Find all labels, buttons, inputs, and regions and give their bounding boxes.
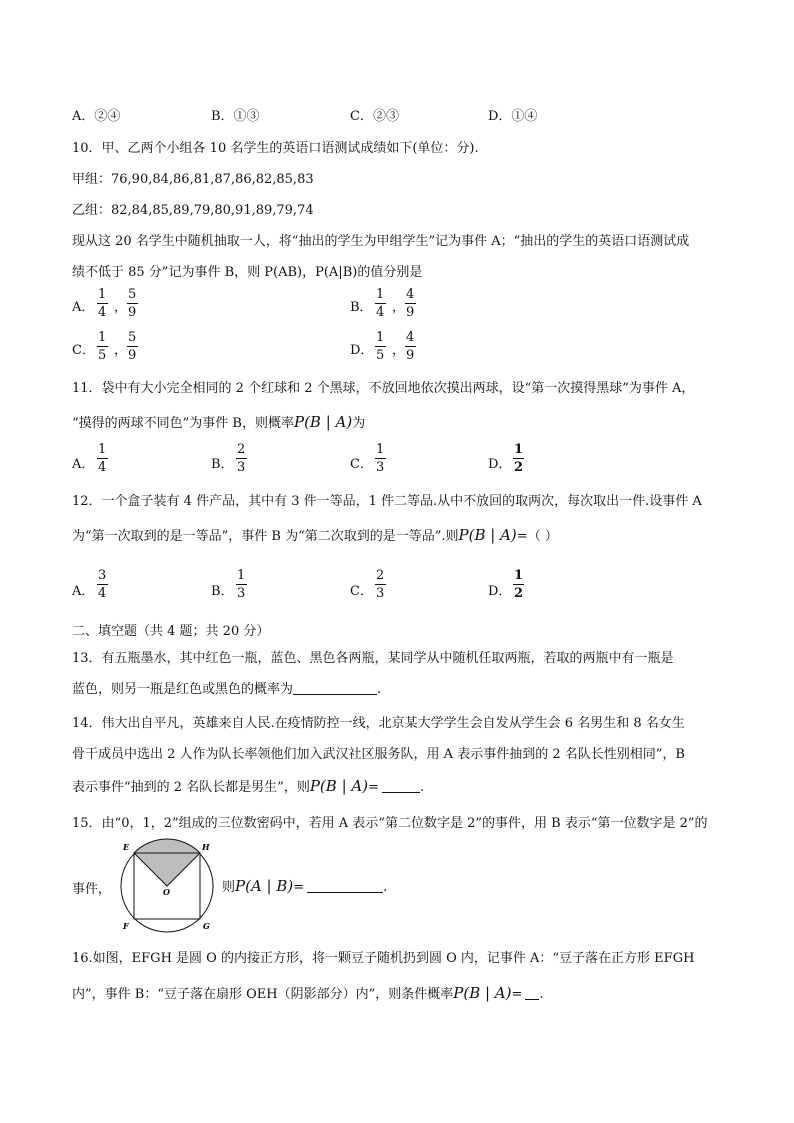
denominator: 9 (128, 348, 137, 363)
denominator: 4 (376, 305, 385, 320)
denominator: 3 (237, 460, 246, 475)
comma: ， (392, 300, 406, 315)
q11-line2-text: “摸得的两球不同色”为事件 B，则概率 (72, 416, 294, 431)
q14-line3-text: 表示事件“抽到的 2 名队长都是男生”，则 (72, 780, 310, 795)
label-e: E (123, 842, 130, 852)
numerator: 5 (128, 287, 137, 302)
q13-answer-blank[interactable] (293, 681, 377, 695)
q9-option-d: D．①④ (488, 109, 538, 124)
q10-option-a-frac1 (96, 287, 108, 320)
q12-line2-end: =（ ） (516, 529, 558, 544)
q11-option-a-frac (96, 442, 108, 475)
denominator: 3 (237, 586, 246, 601)
period: . (539, 987, 544, 1002)
equals: = (511, 987, 523, 1002)
denominator: 2 (514, 460, 524, 475)
q13-line1: 13．有五瓶墨水，其中红色一瓶，蓝色、黑色各两瓶，某同学从中随机任取两瓶，若取的两瓶中有一瓶是 (72, 651, 674, 666)
q9-option-c: C．②③ (350, 109, 399, 124)
q11-line2-end: 为 (352, 416, 366, 431)
q10-group-b: 乙组：82,84,85,89,79,80,91,89,79,74 (72, 203, 314, 218)
q9-option-a: A．②④ (72, 109, 121, 124)
numerator: 4 (406, 287, 415, 302)
q16-line2-text: 内”，事件 B：“豆子落在扇形 OEH（阴影部分）内”，则条件概率 (72, 987, 454, 1002)
q10-group-a: 甲组：76,90,84,86,81,87,86,82,85,83 (72, 172, 314, 187)
q12-option-d-frac (512, 568, 525, 601)
q10-option-a-label: A． (72, 300, 95, 315)
q12-option-c-frac (374, 568, 386, 601)
q15-then: 则 (222, 880, 236, 895)
q14-line2: 骨干成员中选出 2 人作为队长率领他们加入武汉社区服务队，用 A 表示事件抽到的 2 名队长性别相同”，B (72, 747, 685, 762)
numerator: 1 (376, 442, 385, 457)
numerator: 1 (98, 287, 107, 302)
numerator: 1 (376, 287, 385, 302)
period: . (383, 880, 388, 895)
q11-expression: P(B | A) (293, 413, 353, 431)
numerator: 1 (237, 568, 246, 583)
denominator: 2 (514, 586, 524, 601)
label-g: G (203, 921, 210, 931)
q15-answer-blank[interactable] (307, 879, 383, 893)
q14-answer-blank[interactable] (382, 779, 420, 793)
denominator: 9 (128, 305, 137, 320)
q10-option-d-frac1 (374, 330, 386, 363)
comma: ， (392, 343, 406, 358)
denominator: 3 (376, 460, 385, 475)
q10-option-c-frac2 (126, 330, 138, 363)
q10-option-b-frac1 (374, 287, 386, 320)
q11-option-d-label: D． (488, 457, 512, 472)
q10-line2: 绩不低于 85 分”记为事件 B，则 P(AB)，P(A|B)的值分别是 (72, 265, 423, 280)
q13-line2 (72, 678, 381, 697)
q15-line2-pre: 事件， (72, 882, 112, 897)
equals: = (293, 880, 305, 895)
denominator: 4 (98, 305, 107, 320)
q13-line2-text: 蓝色，则另一瓶是红色或黑色的概率为 (72, 682, 294, 697)
period: . (377, 682, 382, 697)
q12-option-d-label: D． (488, 584, 512, 599)
q12-line2-text: 为“第一次取到的是一等品”，事件 B 为“第二次取到的是一等品”.则 (72, 529, 459, 544)
label-h: H (202, 842, 210, 852)
circle-square-figure (112, 836, 222, 936)
q16-line2 (72, 983, 544, 1002)
q15-line2 (222, 876, 387, 895)
q11-option-c-label: C． (350, 457, 373, 472)
shaded-sector-oeh (134, 839, 200, 886)
q14-expression: P(B | A) (309, 777, 369, 795)
numerator: 3 (98, 568, 107, 583)
numerator: 1 (514, 442, 524, 457)
q11-option-b-frac (235, 442, 247, 475)
numerator: 1 (98, 442, 107, 457)
q12-line2 (72, 525, 558, 544)
q12-expression: P(B | A) (458, 526, 517, 544)
numerator: 4 (406, 330, 415, 345)
q14-line1: 14．伟大出自平凡，英雄来自人民.在疫情防控一线，北京某大学学生会自发从学生会 6 名男生和 8 名女生 (72, 716, 685, 731)
q12-line1: 12．一个盒子装有 4 件产品，其中有 3 件一等品，1 件二等品.从中不放回的取两次，每次取出一件.设事件 A (72, 494, 702, 509)
denominator: 3 (376, 586, 385, 601)
q14-line3 (72, 776, 424, 795)
q16-expression: P(B | A) (453, 984, 512, 1002)
q12-option-b-frac (235, 568, 247, 601)
q10-option-d-label: D． (350, 343, 374, 358)
numerator: 1 (98, 330, 107, 345)
q11-option-b-label: B． (211, 457, 234, 472)
q16-answer-blank[interactable] (525, 986, 539, 1000)
q12-option-b-label: B． (211, 584, 234, 599)
q11-option-d-frac (512, 442, 525, 475)
q12-option-c-label: C． (350, 584, 373, 599)
q11-option-c-frac (374, 442, 386, 475)
denominator: 9 (406, 348, 415, 363)
denominator: 5 (98, 348, 107, 363)
q10-option-a-frac2 (126, 287, 138, 320)
section-heading-fill-in: 二、填空题（共 4 题；共 20 分） (72, 624, 270, 639)
q10-option-c-frac1 (96, 330, 108, 363)
numerator: 2 (237, 442, 246, 457)
q15-expression: P(A | B) (235, 877, 294, 895)
q11-line1: 11．袋中有大小完全相同的 2 个红球和 2 个黑球，不放回地依次摸出两球，设“第一次摸得黑球”为事件 A， (72, 381, 695, 396)
q10-line1: 现从这 20 名学生中随机抽取一人，将“抽出的学生为甲组学生”记为事件 A；“抽出的学生的英语口语测试成 (72, 234, 690, 249)
label-o: O (163, 887, 170, 897)
q9-option-b: B．①③ (211, 109, 260, 124)
q10-option-d-frac2 (404, 330, 416, 363)
q10-option-b-label: B． (350, 300, 373, 315)
q12-option-a-frac (96, 568, 108, 601)
numerator: 2 (376, 568, 385, 583)
numerator: 5 (128, 330, 137, 345)
period: . (419, 780, 425, 795)
equals: = (368, 780, 379, 795)
numerator: 1 (376, 330, 385, 345)
comma: ， (114, 343, 128, 358)
q16-line1: 16.如图，EFGH 是圆 O 的内接正方形，将一颗豆子随机扔到圆 O 内，记事件 A：“豆子落在正方形 EFGH (72, 951, 695, 966)
denominator: 9 (406, 305, 415, 320)
denominator: 4 (98, 586, 107, 601)
numerator: 1 (514, 568, 524, 583)
q15-line1: 15．由“0，1，2”组成的三位数密码中，若用 A 表示“第二位数字是 2”的事件，用 B 表示“第一位数字是 2”的 (72, 816, 708, 831)
comma: ， (114, 300, 128, 315)
q11-line2 (72, 412, 365, 431)
q10-stem: 10．甲、乙两个小组各 10 名学生的英语口语测试成绩如下(单位：分). (72, 141, 479, 156)
label-f: F (123, 921, 129, 931)
q12-option-a-label: A． (72, 584, 95, 599)
denominator: 5 (376, 348, 385, 363)
q10-option-c-label: C． (72, 343, 95, 358)
denominator: 4 (98, 460, 107, 475)
q11-option-a-label: A． (72, 457, 95, 472)
q10-option-b-frac2 (404, 287, 416, 320)
